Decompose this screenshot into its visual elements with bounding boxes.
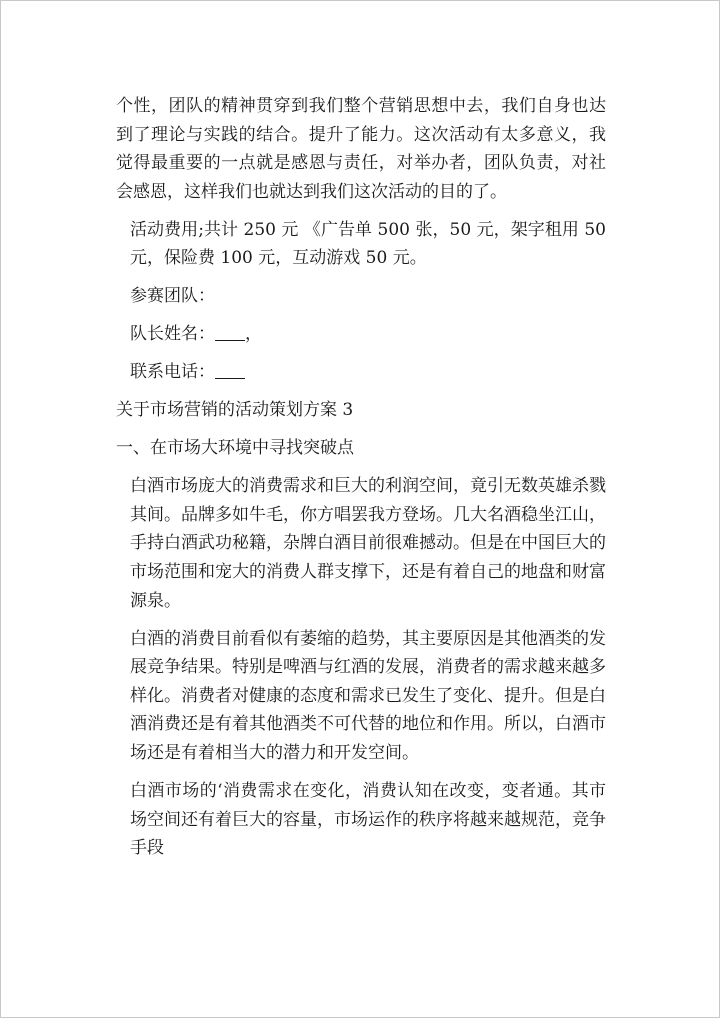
field-captain-name bbox=[116, 320, 606, 349]
paragraph-activity-cost: 活动费用;共计 250 元 《广告单 500 张，50 元，架字租用 50 元，保险费 100 元，互动游戏 50 元。 bbox=[130, 219, 606, 269]
contact-phone-label: 联系电话： bbox=[130, 362, 215, 383]
captain-name-label: 队长姓名： bbox=[130, 324, 215, 345]
section-title-plan-3: 关于市场营销的活动策划方案 3 bbox=[116, 400, 354, 421]
captain-name-suffix: ， bbox=[245, 324, 262, 345]
captain-name-blank bbox=[215, 324, 245, 341]
paragraph-team-spirit: 个性，团队的精神贯穿到我们整个营销思想中去，我们自身也达到了理论与实践的结合。提升了能力。这次活动有太多意义，我觉得最重要的一点就是感恩与责任，对举办者，团队负责，对社会感恩，这样我们也就达到我们这次活动的目的了。 bbox=[116, 96, 606, 202]
paragraph-consumption-trend: 白酒的消费目前看似有萎缩的趋势，其主要原因是其他酒类的发展竞争结果。特别是啤酒与红酒的发展，消费者的需求越来越多样化。消费者对健康的态度和需求已发生了变化、提升。但是白酒消费还是有着其他酒类不可代替的地位和作用。所以，白酒市场还是有着相当大的潜力和开发空间。 bbox=[130, 628, 606, 763]
paragraph-participating-team: 参赛团队： bbox=[130, 286, 215, 307]
section-heading-breakthrough: 一、在市场大环境中寻找突破点 bbox=[116, 438, 354, 459]
field-contact-phone bbox=[116, 358, 606, 387]
document-body bbox=[116, 92, 606, 872]
paragraph-baijiu-market: 白酒市场庞大的消费需求和巨大的利润空间，竟引无数英雄杀戮其间。品牌多如牛毛，你方唱罢我方登场。几大名酒稳坐江山，手持白酒武功秘籍，杂牌白酒目前很难撼动。但是在中国巨大的市场范围和宠大的消费人群支撑下，还是有着自己的地盘和财富源泉。 bbox=[130, 476, 606, 611]
contact-phone-blank bbox=[215, 362, 245, 379]
paragraph-demand-change: 白酒市场的‘消费需求在变化，消费认知在改变，变者通。其市场空间还有着巨大的容量，市场运作的秩序将越来越规范，竞争手段 bbox=[130, 780, 606, 859]
